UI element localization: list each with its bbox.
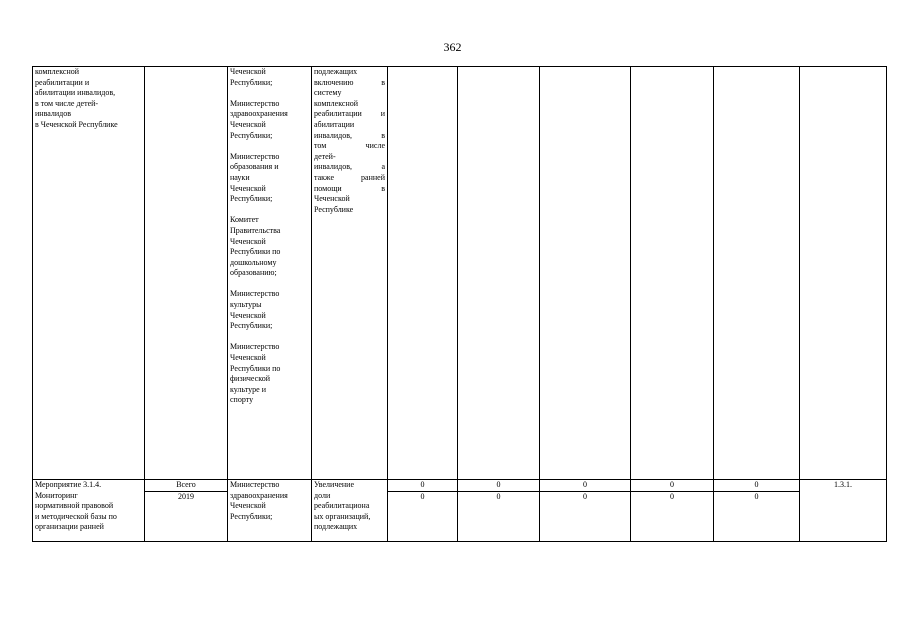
value-cell: [388, 67, 458, 480]
executor-list: Министерство здравоохранения Чеченской Республики;: [230, 480, 288, 521]
value-cell: [540, 67, 631, 480]
value-total: 0: [714, 480, 799, 492]
result-text: Увеличение доли реабилитациона ых организаций, подлежащих: [314, 480, 371, 532]
program-table: [32, 66, 887, 542]
value-cell: [714, 67, 800, 480]
value-cell: [388, 480, 458, 542]
indicator-ref-cell: [800, 67, 887, 480]
activity-name: Мероприятие 3.1.4. Мониторинг нормативной правовой и методической базы по организации ранней: [35, 480, 117, 532]
indicator-ref-cell: [800, 480, 887, 542]
value-cell: [631, 67, 714, 480]
value-cell: [458, 480, 540, 542]
value-year: 0: [583, 491, 587, 501]
activity-name-cell: [33, 67, 145, 480]
table-row: [33, 480, 887, 542]
funding-year-label: 2019: [178, 491, 194, 501]
value-total: 0: [458, 480, 539, 492]
funding-source-cell: [145, 480, 228, 542]
value-cell: [714, 480, 800, 542]
result-text: подлежащих включению в систему комплексной реабилитации и абилитации инвалидов, в том числе детей- инвалидов, а также ранней помощи в Чеченской Республике: [314, 67, 385, 214]
indicator-ref: 1.3.1.: [834, 480, 852, 489]
page-number: 362: [443, 40, 462, 54]
funding-total-label: Всего: [145, 480, 227, 492]
value-cell: [458, 67, 540, 480]
value-total: 0: [540, 480, 630, 492]
table-row: [33, 67, 887, 480]
result-cell: [312, 480, 388, 542]
executor-cell: [228, 480, 312, 542]
value-year: 0: [670, 491, 674, 501]
executor-list: Чеченской Республики; Министерство здравоохранения Чеченской Республики; Министерство образования и науки Чеченской Республики; Комитет Правительства Чеченской Республики по дошкольному образованию; Министерство культуры Чеченской Республики; Министерство Чеченской Республики по физической культуре и спорту: [230, 67, 288, 405]
funding-source-cell: [145, 67, 228, 480]
activity-name-cell: [33, 480, 145, 542]
executor-cell: [228, 67, 312, 480]
value-total: 0: [388, 480, 457, 492]
activity-name: комплексной реабилитации и абилитации инвалидов, в том числе детей- инвалидов в Чеченской Республике: [35, 67, 118, 129]
value-year: 0: [754, 491, 759, 501]
value-cell: [631, 480, 714, 542]
value-year: 0: [420, 491, 425, 501]
value-cell: [540, 480, 631, 542]
value-year: 0: [496, 491, 501, 501]
result-cell: [312, 67, 388, 480]
value-total: 0: [631, 480, 713, 492]
